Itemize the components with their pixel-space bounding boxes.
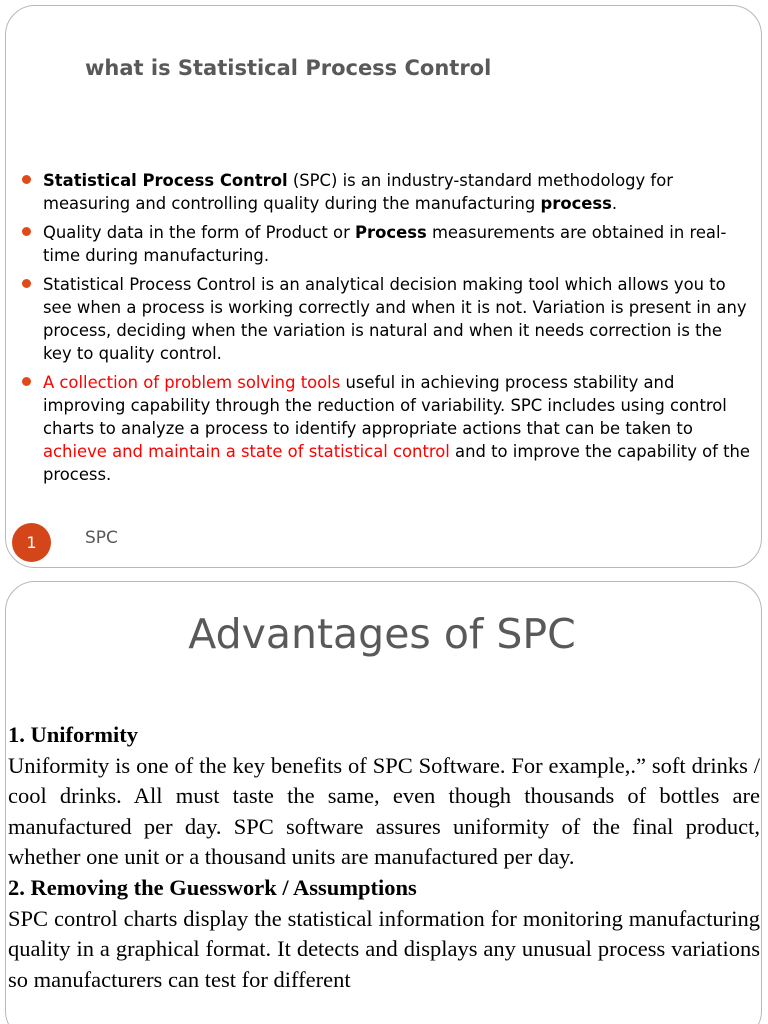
bullet-dot-icon [22, 227, 31, 236]
bullet-4-part-3: achieve and maintain a state of statistical control [43, 442, 450, 461]
bullet-3-part-1: Statistical Process Control is an analytical decision making tool which allows you to see when a process is working correctly and when it is not. Variation is present in any process, deciding when the variation is natural and when it needs correction is the key to quality control. [43, 275, 747, 363]
bullet-1-part-4: . [611, 194, 618, 213]
slide-1-bullet-list [6, 169, 762, 492]
slide-2-title: Advantages of SPC [188, 610, 576, 658]
bullet-item-4 [6, 371, 762, 486]
bullet-4-part-4: and to improve the capability of the process. [43, 442, 751, 484]
bullet-dot-icon [22, 175, 31, 184]
section-body-guesswork: SPC control charts display the statistical information for monitoring manufacturing quality in a graphical format. It detects and displays any unusual process variations so manufacturers can test for different [8, 905, 760, 992]
slide-1 [5, 5, 762, 568]
bullet-2-part-1: Quality data in the form of Product or [43, 223, 356, 242]
slide-footer: SPC [85, 528, 118, 548]
bullet-1-part-3: process [540, 194, 612, 213]
section-body-uniformity: Uniformity is one of the key benefits of SPC Software. For example,.” soft drinks / cool drinks. All must taste the same, even though thousands of bottles are manufactured per day. SPC software assures uniformity of the final product, whether one unit or a thousand units are manufactured per day. [8, 752, 760, 870]
bullet-1-part-1: Statistical Process Control [43, 171, 288, 190]
slide-1-title: what is Statistical Process Control [85, 56, 492, 80]
bullet-2-part-2: Process [355, 223, 427, 242]
bullet-item-3 [6, 273, 762, 365]
bullet-dot-icon [22, 377, 31, 386]
bullet-1-part-2: (SPC) is an industry-standard methodology for measuring and controlling quality during the manufacturing [43, 171, 673, 213]
slide-2 [5, 581, 762, 1024]
bullet-4-part-2: useful in achieving process stability and improving capability through the reduction of variability. SPC includes using control charts to analyze a process to identify appropriate actions that can be taken to [43, 373, 727, 438]
section-heading-uniformity: 1. Uniformity [8, 722, 138, 747]
bullet-2-part-3: measurements are obtained in real-time during manufacturing. [43, 223, 727, 265]
bullet-item-2 [6, 221, 762, 267]
bullet-4-part-1: A collection of problem solving tools [43, 373, 341, 392]
bullet-item-1 [6, 169, 762, 215]
bullet-dot-icon [22, 279, 31, 288]
page-number-badge: 1 [12, 523, 51, 562]
section-heading-guesswork: 2. Removing the Guesswork / Assumptions [8, 874, 417, 900]
slide-2-body [8, 720, 760, 995]
